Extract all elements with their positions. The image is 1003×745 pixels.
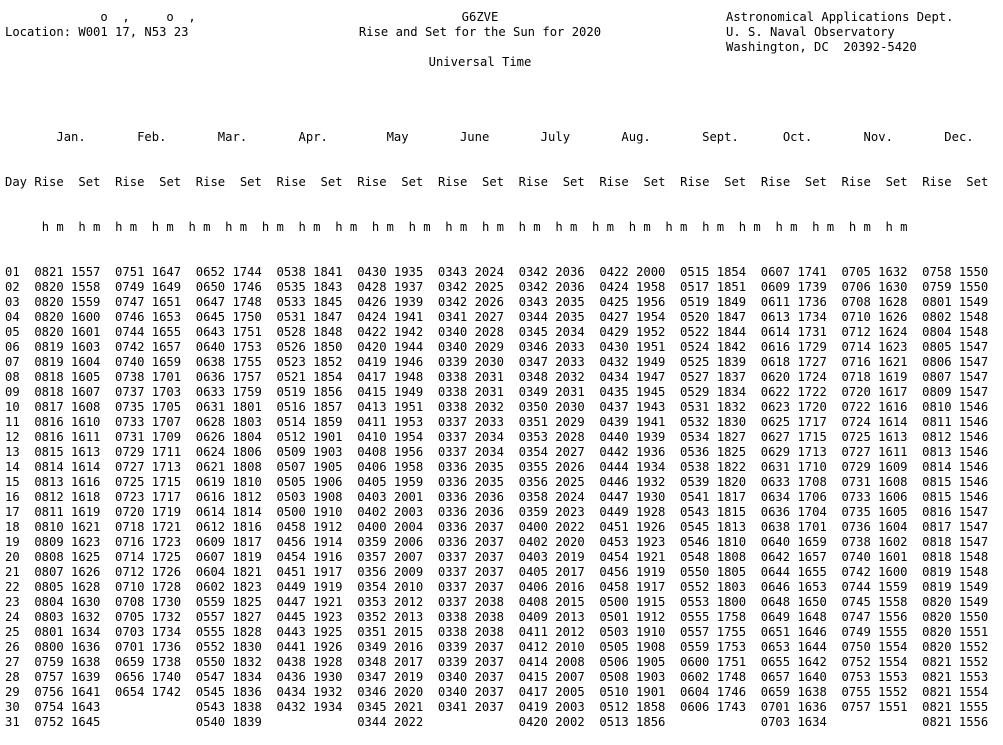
org-line-3: Washington, DC 20392-5420 [726, 40, 917, 54]
set-header: Set [313, 175, 358, 189]
units-header: h m h m [327, 220, 402, 234]
units-header-row [5, 220, 1003, 235]
set-header: Set [716, 175, 761, 189]
day-header: Day [5, 175, 35, 189]
table-row: 28 0757 1639 0656 1740 0547 1834 0436 1930 0347 2019 0340 2037 0415 2007 0508 1903 0602 1748 0657 1640 0753 1553 0821 1553 [5, 670, 989, 684]
table-row: 18 0810 1621 0718 1721 0612 1816 0458 1912 0400 2004 0336 2037 0400 2022 0451 1926 0545 1813 0638 1701 0736 1604 0817 1547 [5, 520, 989, 534]
month-header: Apr. [276, 130, 358, 144]
month-header: Jan. [34, 130, 116, 144]
units-header: h m h m [768, 220, 842, 234]
month-header: Mar. [195, 130, 277, 144]
units-header: h m h m [181, 220, 255, 234]
org-line-1: Astronomical Applications Dept. [726, 10, 954, 24]
table-row: 12 0816 1611 0731 1709 0626 1804 0512 1901 0410 1954 0337 2034 0353 2028 0440 1939 0534 1827 0627 1715 0725 1613 0812 1546 [5, 430, 989, 444]
units-header: h m h m [474, 220, 548, 234]
month-header: Oct. [760, 130, 842, 144]
month-header: Dec. [922, 130, 1003, 144]
table-row: 25 0801 1634 0703 1734 0555 1828 0443 1925 0351 2015 0338 2038 0411 2012 0503 1910 0557 1755 0651 1646 0749 1555 0820 1551 [5, 625, 989, 639]
month-header: May [357, 130, 438, 144]
organization-block [726, 10, 953, 55]
table-row: 26 0800 1636 0701 1736 0552 1830 0441 1926 0349 2016 0339 2037 0412 2010 0505 1908 0559 1753 0653 1644 0750 1554 0820 1552 [5, 640, 989, 654]
table-row: 20 0808 1625 0714 1725 0607 1819 0454 1916 0357 2007 0337 2037 0403 2019 0454 1921 0548 1808 0642 1657 0740 1601 0818 1548 [5, 550, 989, 564]
table-row: 17 0811 1619 0720 1719 0614 1814 0500 1910 0402 2003 0336 2036 0359 2023 0449 1928 0543 1815 0636 1704 0735 1605 0816 1547 [5, 505, 989, 519]
units-header: h m h m [107, 220, 182, 234]
set-header: Set [393, 175, 438, 189]
month-header: Sept. [680, 130, 761, 144]
month-header: Aug. [599, 130, 681, 144]
table-body [5, 265, 1003, 730]
rise-header: Rise [599, 175, 637, 189]
table-row: 19 0809 1623 0716 1723 0609 1817 0456 1914 0359 2006 0336 2037 0402 2020 0453 1923 0546 1810 0640 1659 0738 1602 0818 1547 [5, 535, 989, 549]
location: Location: W001 17, N53 23 [5, 25, 189, 39]
table-row: 15 0813 1616 0725 1715 0619 1810 0505 1906 0405 1959 0336 2035 0356 2025 0446 1932 0539 1820 0633 1708 0731 1608 0815 1546 [5, 475, 989, 489]
set-header: Set [555, 175, 600, 189]
month-header: July [518, 130, 600, 144]
table-row: 13 0815 1613 0729 1711 0624 1806 0509 1903 0408 1956 0337 2034 0354 2027 0442 1936 0536 1825 0629 1713 0727 1611 0813 1546 [5, 445, 989, 459]
table-row: 05 0820 1601 0744 1655 0643 1751 0528 1848 0422 1942 0340 2028 0345 2034 0429 1952 0522 1844 0614 1731 0712 1624 0804 1548 [5, 325, 989, 339]
table-row: 09 0818 1607 0737 1703 0633 1759 0519 1856 0415 1949 0338 2031 0349 2031 0435 1945 0529 1834 0622 1722 0720 1617 0809 1547 [5, 385, 989, 399]
month-header-row [5, 130, 1003, 145]
units-header: h m h m [254, 220, 328, 234]
set-header: Set [958, 175, 1003, 189]
month-header: June [437, 130, 519, 144]
timescale-label: Universal Time [428, 55, 532, 69]
rise-set-table [5, 100, 1003, 745]
table-row: 14 0814 1614 0727 1713 0621 1808 0507 1905 0406 1958 0336 2035 0355 2026 0444 1934 0538 1822 0631 1710 0729 1609 0814 1546 [5, 460, 989, 474]
rise-header: Rise [115, 175, 152, 189]
units-header: h m h m [621, 220, 695, 234]
rise-header: Rise [760, 175, 798, 189]
rise-header: Rise [518, 175, 556, 189]
table-row: 22 0805 1628 0710 1728 0602 1823 0449 1919 0354 2010 0337 2037 0406 2016 0458 1917 0552 1803 0646 1653 0744 1559 0819 1549 [5, 580, 989, 594]
rise-header: Rise [276, 175, 314, 189]
rise-header: Rise [437, 175, 475, 189]
table-row: 30 0754 1643 0543 1838 0432 1934 0345 2021 0341 2037 0419 2003 0512 1858 0606 1743 0701 1636 0757 1551 0821 1555 [5, 700, 989, 714]
units-header: h m h m [34, 220, 108, 234]
rise-header: Rise [357, 175, 394, 189]
table-row: 10 0817 1608 0735 1705 0631 1801 0516 1857 0413 1951 0338 2032 0350 2030 0437 1943 0531 1832 0623 1720 0722 1616 0810 1546 [5, 400, 989, 414]
table-row: 06 0819 1603 0742 1657 0640 1753 0526 1850 0420 1944 0340 2029 0346 2033 0430 1951 0524 1842 0616 1729 0714 1623 0805 1547 [5, 340, 989, 354]
set-header: Set [474, 175, 519, 189]
set-header: Set [232, 175, 277, 189]
title-block [350, 10, 610, 40]
table-row: 02 0820 1558 0749 1649 0650 1746 0535 1843 0428 1937 0342 2025 0342 2036 0424 1958 0517 1851 0609 1739 0706 1630 0759 1550 [5, 280, 989, 294]
page-title: Rise and Set for the Sun for 2020 [358, 25, 602, 39]
station-code: G6ZVE [461, 10, 499, 24]
rise-header: Rise [841, 175, 879, 189]
table-row: 16 0812 1618 0723 1717 0616 1812 0503 1908 0403 2001 0336 2036 0358 2024 0447 1930 0541 1817 0634 1706 0733 1606 0815 1546 [5, 490, 989, 504]
rise-header: Rise [34, 175, 72, 189]
set-header: Set [797, 175, 842, 189]
table-row: 07 0819 1604 0740 1659 0638 1755 0523 1852 0419 1946 0339 2030 0347 2033 0432 1949 0525 1839 0618 1727 0716 1621 0806 1547 [5, 355, 989, 369]
rise-header: Rise [922, 175, 959, 189]
units-header: h m h m [547, 220, 622, 234]
org-line-2: U. S. Naval Observatory [726, 25, 895, 39]
table-row: 27 0759 1638 0659 1738 0550 1832 0438 1928 0348 2017 0339 2037 0414 2008 0506 1905 0600 1751 0655 1642 0752 1554 0821 1552 [5, 655, 989, 669]
degree-marks: o , o , [5, 10, 196, 24]
table-row: 31 0752 1645 0540 1839 0344 2022 0420 2002 0513 1856 0703 1634 0821 1556 [5, 715, 989, 729]
table-row: 21 0807 1626 0712 1726 0604 1821 0451 1917 0356 2009 0337 2037 0405 2017 0456 1919 0550 1805 0644 1655 0742 1600 0819 1548 [5, 565, 989, 579]
table-row: 23 0804 1630 0708 1730 0559 1825 0447 1921 0353 2012 0337 2038 0408 2015 0500 1915 0553 1800 0648 1650 0745 1558 0820 1549 [5, 595, 989, 609]
month-header: Feb. [115, 130, 196, 144]
table-row: 29 0756 1641 0654 1742 0545 1836 0434 1932 0346 2020 0340 2037 0417 2005 0510 1901 0604 1746 0659 1638 0755 1552 0821 1554 [5, 685, 989, 699]
month-header: Nov. [841, 130, 923, 144]
table-row: 04 0820 1600 0746 1653 0645 1750 0531 1847 0424 1941 0341 2027 0344 2035 0427 1954 0520 1847 0613 1734 0710 1626 0802 1548 [5, 310, 989, 324]
set-header: Set [636, 175, 681, 189]
set-header: Set [878, 175, 923, 189]
table-row: 03 0820 1559 0747 1651 0647 1748 0533 1845 0426 1939 0342 2026 0343 2035 0425 1956 0519 1849 0611 1736 0708 1628 0801 1549 [5, 295, 989, 309]
units-header: h m h m [694, 220, 769, 234]
set-header: Set [71, 175, 116, 189]
units-header: h m h m [841, 220, 915, 234]
rise-header: Rise [195, 175, 233, 189]
rise-header: Rise [680, 175, 717, 189]
rise-set-header-row [5, 175, 1003, 190]
set-header: Set [151, 175, 196, 189]
table-row: 11 0816 1610 0733 1707 0628 1803 0514 1859 0411 1953 0337 2033 0351 2029 0439 1941 0532 1830 0625 1717 0724 1614 0811 1546 [5, 415, 989, 429]
units-header: h m h m [401, 220, 475, 234]
table-row: 01 0821 1557 0751 1647 0652 1744 0538 1841 0430 1935 0343 2024 0342 2036 0422 2000 0515 1854 0607 1741 0705 1632 0758 1550 [5, 265, 989, 279]
table-row: 24 0803 1632 0705 1732 0557 1827 0445 1923 0352 2013 0338 2038 0409 2013 0501 1912 0555 1758 0649 1648 0747 1556 0820 1550 [5, 610, 989, 624]
location-block [5, 10, 196, 40]
table-row: 08 0818 1605 0738 1701 0636 1757 0521 1854 0417 1948 0338 2031 0348 2032 0434 1947 0527 1837 0620 1724 0718 1619 0807 1547 [5, 370, 989, 384]
